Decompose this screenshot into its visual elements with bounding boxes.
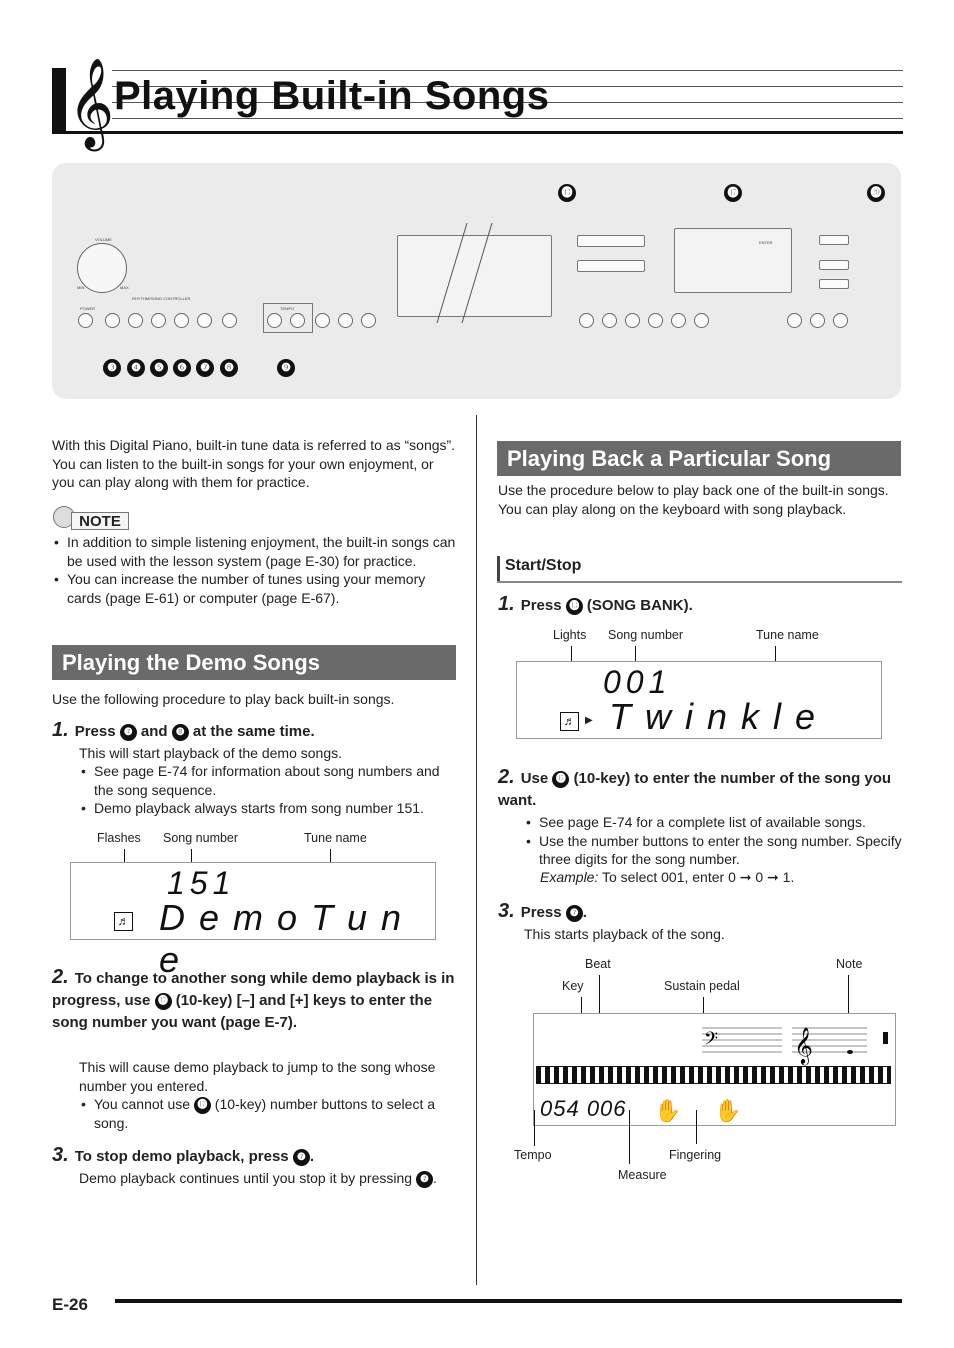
- particular-step-2-list: [524, 813, 902, 869]
- list-item: • You cannot use ⓱ (10-key) number buttons to select a song.: [79, 1095, 457, 1133]
- sustain-pedal-label: Sustain pedal: [664, 979, 740, 993]
- tempo-measure-readout: 054 006: [540, 1096, 627, 1121]
- demo-lead: Use the following procedure to play back built-in songs.: [52, 691, 395, 707]
- button-7-icon: ❼: [566, 905, 583, 922]
- callout-5: ❺: [150, 359, 168, 377]
- key-label: Key: [562, 979, 584, 993]
- panel-button-6: [174, 313, 189, 328]
- demo-step-2-desc: This will cause demo playback to jump to the song whose number you entered.: [79, 1059, 436, 1094]
- list-item: • Use the number buttons to enter the song number. Specify three digits for the song number.: [524, 832, 902, 869]
- demo-step-3-desc: Demo playback continues until you stop it by pressing ❼ .: [79, 1170, 437, 1186]
- step-button-1: [579, 313, 594, 328]
- button-8-icon: ❽: [172, 724, 189, 741]
- button-17-icon: ⓱: [552, 771, 569, 788]
- panel-break-lines: [427, 223, 507, 328]
- svg-text:𝄢: 𝄢: [704, 1029, 719, 1054]
- panel-button-3: [105, 313, 120, 328]
- enter-key-label: ENTER: [759, 240, 773, 245]
- tempo-up-button: [290, 313, 305, 328]
- particular-tune-name: T w i n k l e: [609, 696, 818, 737]
- button-17-icon: ⓱: [194, 1097, 211, 1114]
- note-list: [52, 533, 457, 607]
- particular-tune-name-label: Tune name: [756, 628, 819, 642]
- tempo-label-fig: Tempo: [514, 1148, 552, 1162]
- callout-9: ❾: [277, 359, 295, 377]
- tempo-label: TEMPO: [280, 306, 295, 311]
- demo-step-1: 1. Press ❼ and ❽ at the same time.: [52, 719, 315, 741]
- treble-clef-icon: 𝄞: [68, 58, 115, 148]
- ten-key-pad: [674, 228, 792, 293]
- particular-step-1: 1. Press ⓭ (SONG BANK).: [498, 593, 693, 615]
- function-button-c: [819, 279, 849, 289]
- intro-text: With this Digital Piano, built-in tune data is referred to as “songs”. You can listen to the built-in songs for your own enjoyment, or you can play along with them for practice.: [52, 437, 456, 490]
- demo-lcd-display: [70, 862, 436, 980]
- flashes-label: Flashes: [97, 831, 141, 845]
- panel-button-5: [151, 313, 166, 328]
- start-stop-subheading: Start/Stop: [497, 556, 902, 583]
- step-button-6: [694, 313, 709, 328]
- demo-step-2-list: [79, 1095, 457, 1133]
- step-button-5: [671, 313, 686, 328]
- button-7-icon: ❼: [416, 1171, 433, 1188]
- callout-20: ⓴: [867, 184, 885, 202]
- demo-step-2: 2. To change to another song while demo playback is in progress, use ⓱ (10-key) [–] and [+] keys to enter the song number you want (page E-7).: [52, 966, 455, 1031]
- list-item: • See page E-74 for a complete list of available songs.: [524, 813, 902, 832]
- right-hand-icon: ✋: [714, 1098, 742, 1123]
- function-button-b: [819, 260, 849, 270]
- power-button: [78, 313, 93, 328]
- keyboard-icon: [536, 1066, 891, 1084]
- demo-section-heading: Playing the Demo Songs: [52, 645, 456, 680]
- title-accent-block: [52, 68, 66, 134]
- song-flash-icon: ♬: [114, 912, 133, 931]
- power-label: POWER: [80, 306, 96, 311]
- panel-button-c: [361, 313, 376, 328]
- particular-step-3: 3. Press ❼ .: [498, 900, 587, 922]
- volume-label: VOLUME: [95, 237, 112, 242]
- demo-song-number-label: Song number: [163, 831, 239, 845]
- callout-13: ⓭: [558, 184, 576, 202]
- step-button-3: [625, 313, 640, 328]
- particular-song-number-label: Song number: [608, 628, 684, 642]
- demo-step-1-desc: This will start playback of the demo songs.: [79, 745, 343, 761]
- column-divider: [476, 415, 477, 1285]
- left-hand-icon: ✋: [654, 1098, 682, 1123]
- page-title: Playing Built-in Songs: [114, 74, 550, 118]
- callout-8: ❽: [220, 359, 238, 377]
- particular-step-3-desc: This starts playback of the song.: [524, 926, 725, 942]
- example-line: Example: To select 001, enter 0 ➞ 0 ➞ 1.: [540, 869, 795, 885]
- page-number: E-26: [52, 1295, 88, 1314]
- panel-button-e: [810, 313, 825, 328]
- callout-3: ❸: [103, 359, 121, 377]
- button-13-icon: ⓭: [566, 598, 583, 615]
- button-17-icon: ⓱: [155, 993, 172, 1010]
- control-panel-illustration: [52, 163, 901, 399]
- fingering-label: Fingering: [669, 1148, 722, 1162]
- rhythm-button: [577, 235, 645, 247]
- title-bar: [52, 58, 903, 148]
- panel-button-d: [787, 313, 802, 328]
- panel-button-a: [315, 313, 330, 328]
- list-item: • See page E-74 for information about song numbers and the song sequence.: [79, 762, 457, 799]
- note-badge: [53, 506, 129, 530]
- demo-song-number: 151: [167, 865, 236, 901]
- callout-6: ❻: [173, 359, 191, 377]
- volume-min-label: MIN: [77, 285, 85, 290]
- demo-tune-name-label: Tune name: [304, 831, 367, 845]
- panel-button-f: [833, 313, 848, 328]
- panel-button-b: [338, 313, 353, 328]
- particular-lead: Use the procedure below to play back one of the built-in songs. You can play along on the keyboard with song playback.: [498, 482, 889, 517]
- measure-label: Measure: [618, 1168, 667, 1182]
- step-button-2: [602, 313, 617, 328]
- svg-text:𝄞: 𝄞: [794, 1026, 813, 1064]
- lights-label: Lights: [553, 628, 587, 642]
- button-7-icon: ❼: [293, 1149, 310, 1166]
- particular-lcd-display: [516, 661, 882, 739]
- list-item: • Demo playback always starts from song number 151.: [79, 799, 457, 818]
- button-7-icon: ❼: [120, 724, 137, 741]
- callout-4: ❹: [127, 359, 145, 377]
- callout-17: ⓱: [724, 184, 742, 202]
- play-arrow-icon: ▶: [585, 715, 593, 726]
- particular-step-2: 2. Use ⓱ (10-key) to enter the number of the song you want.: [498, 766, 892, 809]
- particular-song-number: 001: [603, 664, 672, 700]
- demo-step-1-list: [79, 762, 457, 818]
- demo-tune-name: D e m o T u n e: [159, 897, 404, 980]
- playback-lcd-display: [533, 1013, 896, 1126]
- volume-max-label: MAX: [120, 285, 129, 290]
- note-item: • You can increase the number of tunes using your memory cards (page E-61) or computer (page E-67).: [52, 570, 457, 607]
- particular-section-heading: Playing Back a Particular Song: [497, 441, 901, 476]
- callout-7: ❼: [196, 359, 214, 377]
- panel-button-7: [197, 313, 212, 328]
- staff-icon: [702, 1020, 892, 1070]
- demo-step-3: 3. To stop demo playback, press ❼ .: [52, 1144, 314, 1166]
- footer-rule: [115, 1299, 902, 1303]
- panel-button-8: [222, 313, 237, 328]
- song-icon: ♬: [560, 712, 579, 731]
- function-button-a: [819, 235, 849, 245]
- rhythm-controller-label: RHYTHM/SONG CONTROLLER: [132, 296, 191, 301]
- panel-button-4: [128, 313, 143, 328]
- song-bank-button: [577, 260, 645, 272]
- note-callout-label: Note: [836, 957, 863, 971]
- beat-label: Beat: [585, 957, 611, 971]
- note-item: • In addition to simple listening enjoyment, the built-in songs can be used with the lesson system (page E-30) for practice.: [52, 533, 457, 570]
- tempo-down-button: [267, 313, 282, 328]
- note-label: NOTE: [71, 512, 129, 530]
- step-button-4: [648, 313, 663, 328]
